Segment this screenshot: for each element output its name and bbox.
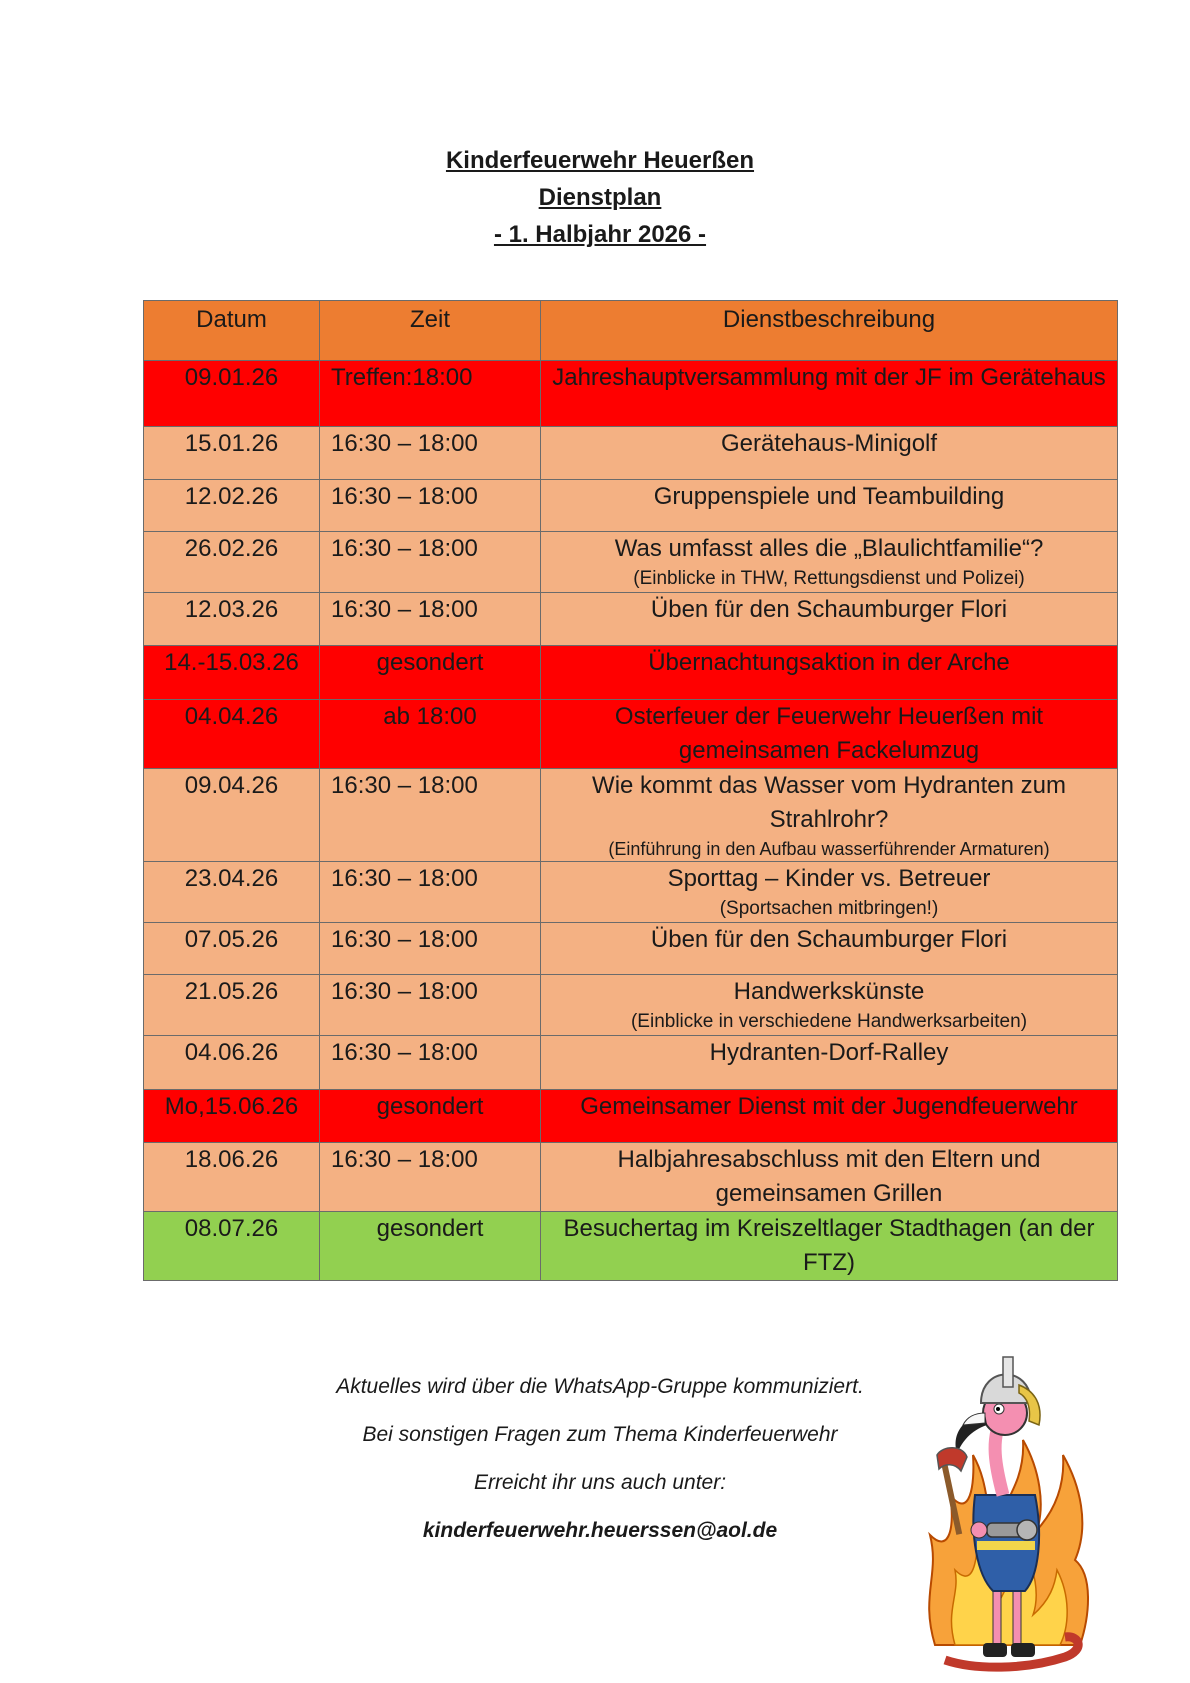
table-row: [144, 361, 1118, 427]
cell-date: 04.06.26: [144, 1036, 320, 1090]
cell-date: 04.04.26: [144, 700, 320, 769]
table-row: [144, 700, 1118, 769]
header-date: Datum: [144, 301, 320, 361]
description-note: (Sportsachen mitbringen!): [719, 898, 939, 919]
cell-description: [541, 593, 1118, 646]
table-row: [144, 1212, 1118, 1281]
cell-date: 23.04.26: [144, 862, 320, 923]
document-title: [0, 142, 1190, 253]
description-note: (Einblicke in THW, Rettungsdienst und Polizei): [633, 568, 1025, 589]
cell-description: [541, 1036, 1118, 1090]
cell-time: gesondert: [320, 646, 541, 700]
cell-date: 14.-15.03.26: [144, 646, 320, 700]
description-text: Osterfeuer der Feuerwehr Heuerßen mit gemeinsamen Fackelumzug: [614, 703, 1044, 764]
cell-date: 21.05.26: [144, 975, 320, 1036]
cell-description: [541, 1143, 1118, 1212]
cell-time: 16:30 – 18:00: [320, 1143, 541, 1212]
cell-description: [541, 646, 1118, 700]
cell-description: [541, 361, 1118, 427]
header-time: Zeit: [320, 301, 541, 361]
table-row: [144, 862, 1118, 923]
cell-time: 16:30 – 18:00: [320, 427, 541, 480]
cell-time: 16:30 – 18:00: [320, 532, 541, 593]
description-text: Wie kommt das Wasser vom Hydranten zum Strahlrohr?: [592, 772, 1066, 833]
description-text: Gerätehaus-Minigolf: [720, 430, 938, 457]
table-row: [144, 769, 1118, 862]
cell-time: Treffen:18:00: [320, 361, 541, 427]
cell-description: [541, 532, 1118, 593]
table-row: [144, 923, 1118, 975]
cell-description: [541, 923, 1118, 975]
table-row: [144, 1036, 1118, 1090]
description-text: Übernachtungsaktion in der Arche: [648, 649, 1010, 676]
cell-date: 18.06.26: [144, 1143, 320, 1212]
cell-description: [541, 769, 1118, 862]
footer-line-whatsapp: Aktuelles wird über die WhatsApp-Gruppe kommuniziert.: [336, 1375, 864, 1398]
description-text: Üben für den Schaumburger Flori: [650, 926, 1008, 953]
table-row: [144, 975, 1118, 1036]
cell-date: 09.01.26: [144, 361, 320, 427]
cell-time: 16:30 – 18:00: [320, 862, 541, 923]
cell-time: 16:30 – 18:00: [320, 769, 541, 862]
header-desc: Dienstbeschreibung: [541, 301, 1118, 361]
description-text: Besuchertag im Kreiszeltlager Stadthagen (an der FTZ): [563, 1215, 1095, 1276]
flamingo-firefighter-icon: [915, 1345, 1095, 1675]
description-text: Hydranten-Dorf-Ralley: [709, 1039, 949, 1066]
cell-time: 16:30 – 18:00: [320, 975, 541, 1036]
description-text: Handwerkskünste: [733, 978, 925, 1005]
cell-description: [541, 480, 1118, 532]
cell-date: 15.01.26: [144, 427, 320, 480]
cell-description: [541, 700, 1118, 769]
cell-date: 08.07.26: [144, 1212, 320, 1281]
table-row: [144, 1143, 1118, 1212]
footer-line-questions: Bei sonstigen Fragen zum Thema Kinderfeuerwehr: [362, 1423, 838, 1446]
cell-time: 16:30 – 18:00: [320, 480, 541, 532]
cell-time: gesondert: [320, 1212, 541, 1281]
cell-description: [541, 1212, 1118, 1281]
table-row: [144, 646, 1118, 700]
cell-date: 12.03.26: [144, 593, 320, 646]
description-text: Halbjahresabschluss mit den Eltern und gemeinsamen Grillen: [617, 1146, 1041, 1207]
footer-info: [210, 1373, 990, 1565]
cell-time: ab 18:00: [320, 700, 541, 769]
table-row: [144, 480, 1118, 532]
cell-description: [541, 427, 1118, 480]
description-note: (Einblicke in verschiedene Handwerksarbeiten): [630, 1011, 1028, 1032]
table-row: [144, 1090, 1118, 1143]
description-text: Gemeinsamer Dienst mit der Jugendfeuerwehr: [580, 1093, 1078, 1120]
description-text: Gruppenspiele und Teambuilding: [653, 483, 1005, 510]
table-row: [144, 593, 1118, 646]
cell-description: [541, 1090, 1118, 1143]
description-text: Üben für den Schaumburger Flori: [650, 596, 1008, 623]
table-row: [144, 532, 1118, 593]
cell-time: 16:30 – 18:00: [320, 593, 541, 646]
cell-description: [541, 975, 1118, 1036]
cell-date: 26.02.26: [144, 532, 320, 593]
cell-date: 07.05.26: [144, 923, 320, 975]
title-org: Kinderfeuerwehr Heuerßen: [445, 147, 755, 174]
contact-email[interactable]: kinderfeuerwehr.heuerssen@aol.de: [422, 1519, 778, 1542]
table-row: [144, 427, 1118, 480]
title-period: - 1. Halbjahr 2026 -: [493, 221, 707, 248]
cell-time: 16:30 – 18:00: [320, 923, 541, 975]
description-text: Jahreshauptversammlung mit der JF im Gerätehaus: [552, 364, 1106, 391]
footer-line-contact: Erreicht ihr uns auch unter:: [473, 1471, 727, 1494]
cell-description: [541, 862, 1118, 923]
cell-date: 12.02.26: [144, 480, 320, 532]
description-text: Sporttag – Kinder vs. Betreuer: [667, 865, 991, 892]
cell-date: 09.04.26: [144, 769, 320, 862]
description-note: (Einführung in den Aufbau wasserführender Armaturen): [608, 839, 1050, 859]
cell-date: Mo,15.06.26: [144, 1090, 320, 1143]
schedule-table: [143, 300, 1118, 1281]
cell-time: 16:30 – 18:00: [320, 1036, 541, 1090]
cell-time: gesondert: [320, 1090, 541, 1143]
title-plan: Dienstplan: [538, 184, 662, 211]
table-header-row: [144, 301, 1118, 361]
description-text: Was umfasst alles die „Blaulichtfamilie“?: [614, 535, 1044, 562]
